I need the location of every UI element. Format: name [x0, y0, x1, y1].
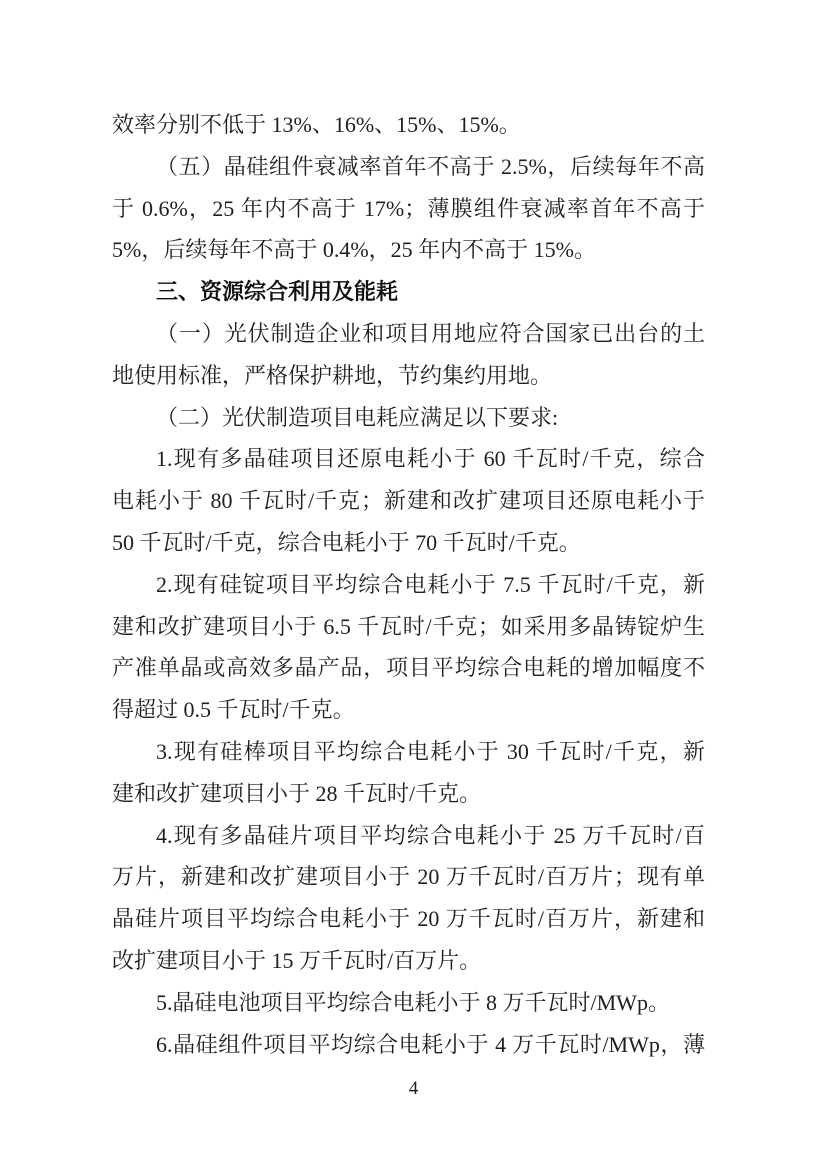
text-line: 2.现有硅锭项目平均综合电耗小于 7.5 千瓦时/千克，新 — [156, 571, 705, 597]
text-line: （五）晶硅组件衰减率首年不高于 2.5%，后续每年不高 — [156, 153, 705, 179]
paragraph — [112, 104, 705, 146]
text-line: 万片，新建和改扩建项目小于 20 万千瓦时/百万片；现有单 — [112, 864, 705, 890]
text-line: 建和改扩建项目小于 6.5 千瓦时/千克；如采用多晶铸锭炉生 — [112, 613, 705, 639]
paragraph — [112, 815, 705, 982]
text-line: 建和改扩建项目小于 28 千瓦时/千克。 — [112, 780, 482, 806]
text-line: 得超过 0.5 千瓦时/千克。 — [112, 697, 355, 723]
paragraph — [112, 438, 705, 563]
text-line: 4.现有多晶硅片项目平均综合电耗小于 25 万千瓦时/百 — [156, 822, 705, 848]
text-line: 6.晶硅组件项目平均综合电耗小于 4 万千瓦时/MWp，薄 — [156, 1031, 705, 1057]
text-line: 产准单晶或高效多晶产品，项目平均综合电耗的增加幅度不 — [112, 655, 705, 681]
text-line: 于 0.6%，25 年内不高于 17%；薄膜组件衰减率首年不高于 — [112, 195, 705, 221]
paragraph — [112, 731, 705, 815]
text-line: 5%，后续每年不高于 0.4%，25 年内不高于 15%。 — [112, 237, 596, 263]
text-line: 改扩建项目小于 15 万千瓦时/百万片。 — [112, 947, 482, 973]
section-heading — [112, 271, 705, 313]
paragraph — [112, 146, 705, 271]
paragraph — [112, 564, 705, 731]
text-line: 1.现有多晶硅项目还原电耗小于 60 千瓦时/千克，综合 — [156, 446, 705, 472]
text-line: 50 千瓦时/千克，综合电耗小于 70 千瓦时/千克。 — [112, 529, 581, 555]
paragraph — [112, 397, 705, 439]
text-line: 效率分别不低于 13%、16%、15%、15%。 — [112, 112, 521, 137]
page-number: 4 — [408, 1078, 419, 1099]
text-line: 晶硅片项目平均综合电耗小于 20 万千瓦时/百万片，新建和 — [112, 906, 705, 932]
text-line: （一）光伏制造企业和项目用地应符合国家已出台的土 — [156, 320, 705, 346]
text-line: 电耗小于 80 千瓦时/千克；新建和改扩建项目还原电耗小于 — [112, 488, 705, 514]
document-body — [112, 104, 705, 1065]
paragraph — [112, 1024, 705, 1066]
text-line: 地使用标准，严格保护耕地，节约集约用地。 — [112, 362, 553, 388]
text-line: 三、资源综合利用及能耗 — [156, 279, 399, 305]
text-line: 3.现有硅棒项目平均综合电耗小于 30 千瓦时/千克，新 — [156, 738, 705, 764]
text-line: 5.晶硅电池项目平均综合电耗小于 8 万千瓦时/MWp。 — [156, 989, 670, 1015]
paragraph — [112, 313, 705, 397]
text-line: （二）光伏制造项目电耗应满足以下要求: — [156, 404, 559, 430]
paragraph — [112, 982, 705, 1024]
